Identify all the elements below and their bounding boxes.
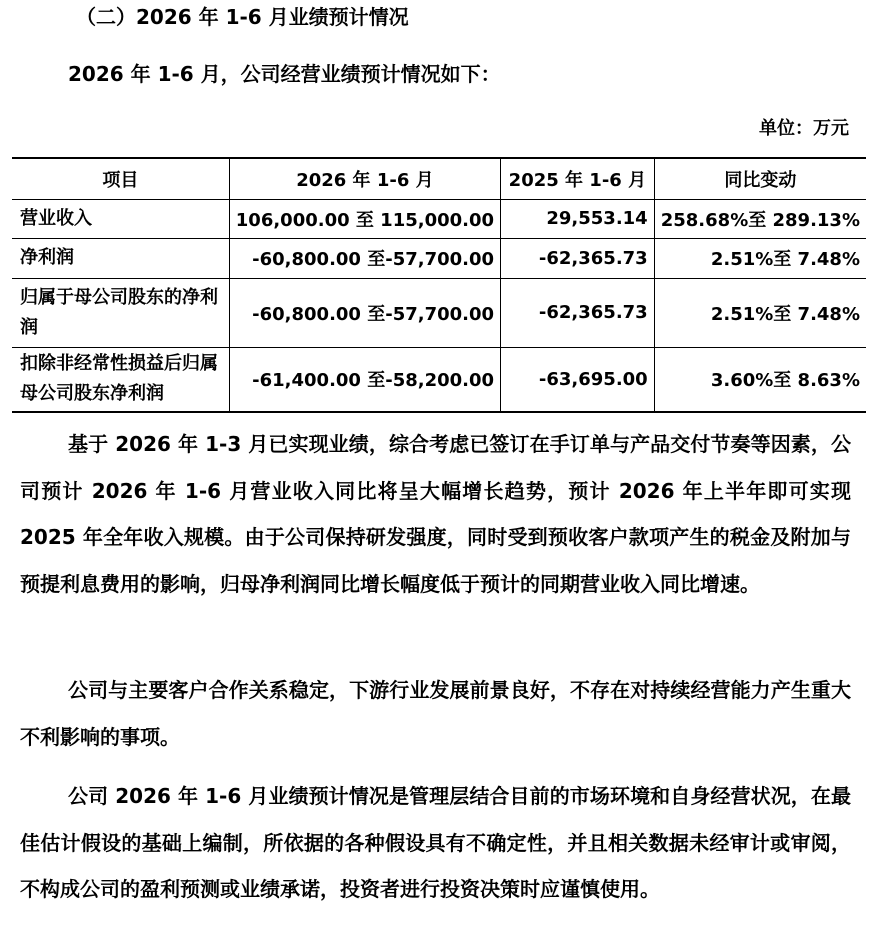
cell-2026h1: -60,800.00 至-57,700.00 — [229, 278, 500, 347]
paragraph-forecast-basis: 基于 2026 年 1-3 月已实现业绩，综合考虑已签订在手订单与产品交付节奏等因素，公司预计 2026 年 1-6 月营业收入同比将呈大幅增长趋势，预计 2026 年上半年即可实现 2025 年全年收入规模。由于公司保持研发强度，同时受到预收客户款项产生的税金及附加与预提利息费用的影响，归母净利润同比增长幅度低于预计的同期营业收入同比增速。 — [20, 432, 851, 596]
paragraph-disclaimer: 公司 2026 年 1-6 月业绩预计情况是管理层结合目前的市场环境和自身经营状况，在最佳估计假设的基础上编制，所依据的各种假设具有不确定性，并且相关数据未经审计或审阅，不构成公司的盈利预测或业绩承诺，投资者进行投资决策时应谨慎使用。 — [20, 784, 851, 901]
cell-2025h1: -62,365.73 — [501, 238, 655, 278]
cell-2025h1: 29,553.14 — [501, 199, 655, 238]
performance-forecast-table — [12, 157, 866, 413]
header-2026h1: 2026 年 1-6 月 — [229, 158, 500, 199]
cell-yoy-change: 2.51%至 7.48% — [654, 278, 866, 347]
cell-2026h1: 106,000.00 至 115,000.00 — [229, 199, 500, 238]
table-row — [12, 347, 866, 412]
row-label: 归属于母公司股东的净利润 — [12, 278, 229, 347]
row-label: 净利润 — [12, 238, 229, 278]
cell-2025h1: -63,695.00 — [501, 347, 655, 412]
table-row — [12, 199, 866, 238]
header-yoy-change: 同比变动 — [654, 158, 866, 199]
paragraph-customer-relations: 公司与主要客户合作关系稳定，下游行业发展前景良好，不存在对持续经营能力产生重大不利影响的事项。 — [20, 678, 851, 749]
table-header-row — [12, 158, 866, 199]
cell-yoy-change: 2.51%至 7.48% — [654, 238, 866, 278]
section-heading: （二）2026 年 1-6 月业绩预计情况 — [76, 5, 409, 29]
cell-yoy-change: 258.68%至 289.13% — [654, 199, 866, 238]
row-label: 扣除非经常性损益后归属母公司股东净利润 — [12, 347, 229, 412]
header-2025h1: 2025 年 1-6 月 — [501, 158, 655, 199]
row-label: 营业收入 — [12, 199, 229, 238]
cell-2026h1: -60,800.00 至-57,700.00 — [229, 238, 500, 278]
table-row — [12, 278, 866, 347]
table-row — [12, 238, 866, 278]
cell-2025h1: -62,365.73 — [501, 278, 655, 347]
header-item: 项目 — [12, 158, 229, 199]
cell-2026h1: -61,400.00 至-58,200.00 — [229, 347, 500, 412]
unit-label: 单位：万元 — [759, 118, 849, 139]
cell-yoy-change: 3.60%至 8.63% — [654, 347, 866, 412]
intro-text: 2026 年 1-6 月，公司经营业绩预计情况如下： — [68, 62, 501, 86]
